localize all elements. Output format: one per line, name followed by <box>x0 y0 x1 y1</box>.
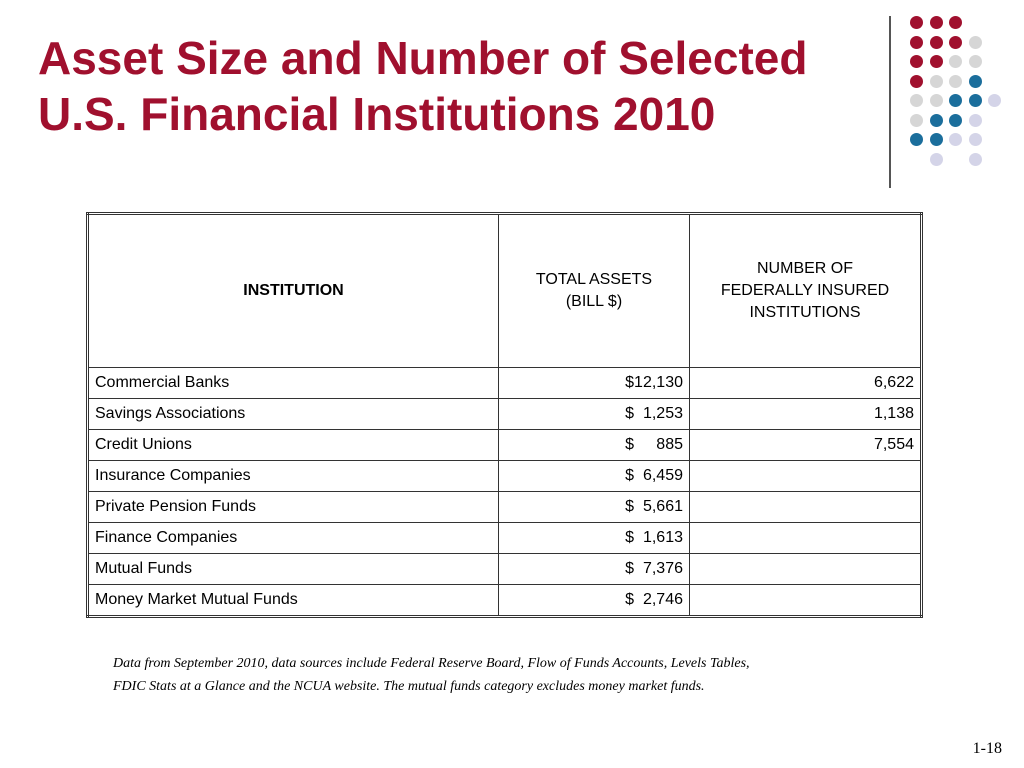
cell-total-assets: $ 2,746 <box>499 585 690 617</box>
decorative-dot <box>910 16 923 29</box>
decorative-dot <box>988 94 1001 107</box>
table-row <box>88 399 922 430</box>
cell-total-assets: $ 1,613 <box>499 523 690 554</box>
cell-institution: Money Market Mutual Funds <box>88 585 499 617</box>
decorative-dot <box>969 36 982 49</box>
decorative-dot <box>930 133 943 146</box>
table-row <box>88 492 922 523</box>
header-total-assets-line-1: TOTAL ASSETS <box>535 271 653 288</box>
decorative-dot <box>910 94 923 107</box>
decorative-divider <box>889 16 891 188</box>
table-row <box>88 368 922 399</box>
cell-number-insured: 7,554 <box>690 430 922 461</box>
decorative-dot <box>930 75 943 88</box>
table-row <box>88 523 922 554</box>
institutions-table-container <box>86 212 923 618</box>
header-number-line-1: NUMBER OF <box>757 260 853 277</box>
source-footnote <box>113 652 933 698</box>
cell-total-assets: $ 7,376 <box>499 554 690 585</box>
decorative-dot <box>930 153 943 166</box>
decorative-dot <box>949 75 962 88</box>
decorative-dot <box>949 94 962 107</box>
footnote-line-1: Data from September 2010, data sources include Federal Reserve Board, Flow of Funds Accounts, Levels Tables, <box>113 656 750 671</box>
cell-institution: Insurance Companies <box>88 461 499 492</box>
page-number: 1-18 <box>972 740 1002 757</box>
header-number-line-2: FEDERALLY INSURED <box>720 282 890 299</box>
cell-institution: Savings Associations <box>88 399 499 430</box>
table-header-row <box>88 214 922 368</box>
decorative-dot <box>969 75 982 88</box>
header-number-insured <box>690 214 922 368</box>
cell-number-insured: 6,622 <box>690 368 922 399</box>
cell-total-assets: $ 1,253 <box>499 399 690 430</box>
cell-total-assets: $ 885 <box>499 430 690 461</box>
institutions-table <box>86 212 923 618</box>
decorative-dot <box>930 36 943 49</box>
cell-number-insured <box>690 585 922 617</box>
decorative-dot <box>910 75 923 88</box>
decorative-dot <box>949 133 962 146</box>
decorative-dot <box>949 55 962 68</box>
table-row <box>88 585 922 617</box>
cell-institution: Mutual Funds <box>88 554 499 585</box>
table-row <box>88 554 922 585</box>
decorative-dot <box>930 114 943 127</box>
decorative-dot <box>910 133 923 146</box>
cell-number-insured <box>690 523 922 554</box>
cell-institution: Commercial Banks <box>88 368 499 399</box>
decorative-dot <box>969 55 982 68</box>
decorative-dot <box>969 94 982 107</box>
cell-number-insured <box>690 492 922 523</box>
decorative-dot <box>910 55 923 68</box>
decorative-dot <box>930 55 943 68</box>
decorative-dot <box>910 114 923 127</box>
header-number-line-3: INSTITUTIONS <box>749 304 861 321</box>
cell-total-assets: $ 6,459 <box>499 461 690 492</box>
decorative-dot <box>930 94 943 107</box>
table-row <box>88 461 922 492</box>
slide-title-line-2: U.S. Financial Institutions 2010 <box>38 88 716 140</box>
cell-institution: Finance Companies <box>88 523 499 554</box>
decorative-dot-grid <box>910 16 1010 166</box>
decorative-dot <box>949 114 962 127</box>
slide-title-line-1: Asset Size and Number of Selected <box>38 32 808 84</box>
decorative-dot <box>969 114 982 127</box>
slide-title <box>38 30 878 142</box>
cell-number-insured: 1,138 <box>690 399 922 430</box>
header-institution: INSTITUTION <box>88 214 499 368</box>
cell-total-assets: $ 5,661 <box>499 492 690 523</box>
cell-institution: Credit Unions <box>88 430 499 461</box>
header-total-assets <box>499 214 690 368</box>
cell-total-assets: $12,130 <box>499 368 690 399</box>
decorative-dot <box>930 16 943 29</box>
header-total-assets-line-2: (BILL $) <box>565 293 623 310</box>
decorative-dot <box>949 16 962 29</box>
cell-number-insured <box>690 554 922 585</box>
cell-number-insured <box>690 461 922 492</box>
footnote-line-2: FDIC Stats at a Glance and the NCUA website. The mutual funds category excludes money market funds. <box>113 679 705 694</box>
decorative-dot <box>910 36 923 49</box>
decorative-dot <box>969 133 982 146</box>
decorative-dot <box>969 153 982 166</box>
table-row <box>88 430 922 461</box>
decorative-dot <box>949 36 962 49</box>
cell-institution: Private Pension Funds <box>88 492 499 523</box>
